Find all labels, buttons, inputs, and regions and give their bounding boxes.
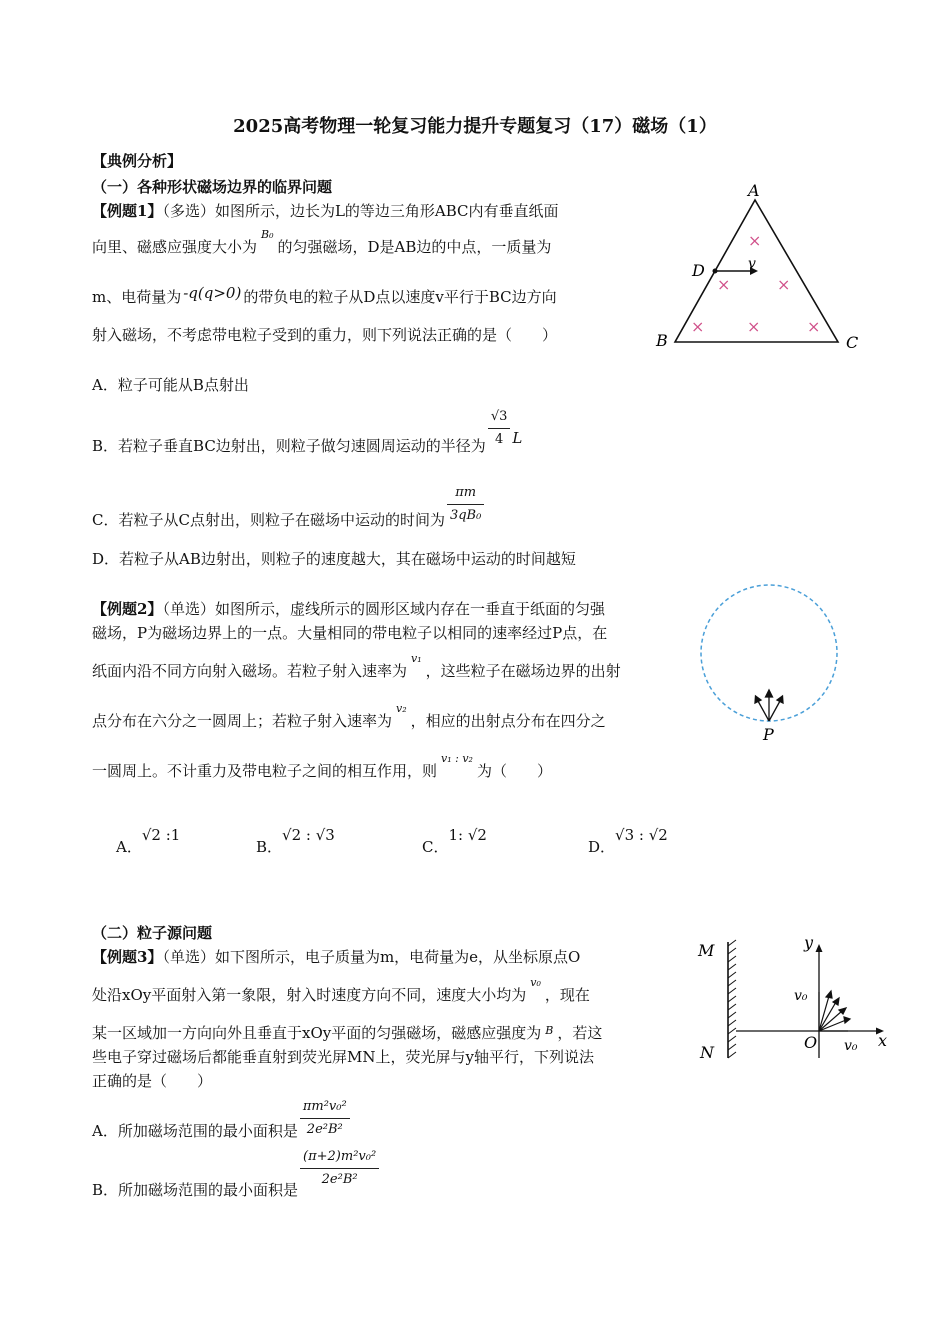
ex2-option-d bbox=[588, 826, 668, 858]
ex2-text1: 如图所示，虚线所示的圆形区域内存在一垂直于纸面的匀强 bbox=[214, 600, 605, 618]
ex2-option-c bbox=[422, 826, 487, 858]
ex2-line2: 磁场，P为磁场边界上的一点。大量相同的带电粒子以相同的速率经过P点，在 bbox=[92, 624, 608, 642]
ex2-line4 bbox=[92, 702, 606, 734]
ex1-optc-fraction bbox=[447, 482, 484, 527]
label-v: v bbox=[748, 256, 756, 272]
ex1-text2a: 向里、磁感应强度大小为 bbox=[92, 238, 258, 256]
ex1-option-b bbox=[92, 396, 523, 455]
cross-icon: × bbox=[747, 317, 761, 336]
ex3-opta-num: πm²v₀² bbox=[302, 1099, 347, 1114]
part2-heading: （二）粒子源问题 bbox=[92, 924, 213, 942]
ex2-opta-label: A． bbox=[116, 838, 142, 856]
particle-arrowhead bbox=[777, 696, 783, 703]
ex3-opta-text: A．所加磁场范围的最小面积是 bbox=[92, 1121, 298, 1140]
ex1-optb-num: √3 bbox=[490, 409, 508, 424]
ex3-text1: 如下图所示，电子质量为m，电荷量为e，从坐标原点O bbox=[214, 948, 581, 966]
ex2-text3b: ，这些粒子在磁场边界的出射 bbox=[425, 662, 621, 680]
ex1-option-d: D．若粒子从AB边射出，则粒子的速度越大，其在磁场中运动的时间越短 bbox=[92, 550, 576, 568]
cross-icon: × bbox=[717, 275, 731, 294]
ex3-option-a bbox=[92, 1096, 352, 1141]
ex1-option-c bbox=[92, 470, 486, 529]
ex2-line3 bbox=[92, 652, 621, 684]
velocity-arrow bbox=[819, 1002, 836, 1031]
particle-arrowhead bbox=[755, 696, 761, 703]
ex1-optc-text: C．若粒子从C点射出，则粒子在磁场中运动的时间为 bbox=[92, 510, 445, 529]
particle-arrowhead bbox=[766, 690, 773, 697]
ex1-label: 【例题1】 bbox=[92, 202, 163, 220]
ex2-v2: v₂ bbox=[396, 702, 407, 715]
velocity-arrowhead bbox=[826, 991, 832, 998]
ex3-label: 【例题3】 bbox=[92, 948, 163, 966]
page-title: 2025高考物理一轮复习能力提升专题复习（17）磁场（1） bbox=[233, 116, 717, 137]
ex1-optb-text: B．若粒子垂直BC边射出，则粒子做匀速圆周运动的半径为 bbox=[92, 436, 486, 455]
ex3-line5: 正确的是（ ） bbox=[92, 1072, 213, 1090]
ex3-opta-fraction bbox=[300, 1096, 350, 1141]
ex2-optb-value: √2 : √3 bbox=[282, 826, 335, 844]
ex2-v1: v₁ bbox=[411, 652, 422, 665]
ex1-type: （多选） bbox=[162, 202, 215, 220]
label-b: B bbox=[656, 331, 668, 350]
ex1-line1 bbox=[92, 200, 559, 222]
coordinate-figure bbox=[690, 930, 900, 1070]
ex3-text2b: ，现在 bbox=[544, 986, 590, 1004]
label-n: N bbox=[700, 1043, 714, 1062]
ex2-optc-label: C． bbox=[422, 838, 449, 856]
ex3-type: （单选） bbox=[162, 948, 215, 966]
ex1-option-a: A．粒子可能从B点射出 bbox=[92, 376, 249, 394]
ex1-optb-fraction bbox=[488, 406, 511, 451]
label-d: D bbox=[692, 261, 705, 280]
ex3-text3a: 某一区域加一方向向外且垂直于xOy平面的匀强磁场，磁感应强度为 bbox=[92, 1024, 542, 1042]
ex2-optb-label: B． bbox=[256, 838, 283, 856]
ex3-optb-text: B．所加磁场范围的最小面积是 bbox=[92, 1180, 299, 1199]
ex1-optc-den: 3qB₀ bbox=[447, 504, 484, 527]
ex1-line3 bbox=[92, 286, 557, 308]
ex2-option-b bbox=[256, 826, 335, 858]
ex2-option-a bbox=[116, 826, 181, 858]
label-v0-y: v₀ bbox=[794, 988, 808, 1004]
y-axis-arrowhead bbox=[816, 944, 823, 952]
ex3-optb-num: (π+2)m²v₀² bbox=[303, 1149, 377, 1164]
cross-icon: × bbox=[777, 275, 791, 294]
ex3-optb-fraction bbox=[300, 1146, 379, 1191]
ex1-text3a: m、电荷量为 bbox=[92, 288, 182, 306]
label-v0-x: v₀ bbox=[844, 1038, 858, 1054]
ex3-line1 bbox=[92, 946, 580, 968]
cross-icon: × bbox=[807, 317, 821, 336]
label-x: x bbox=[878, 1031, 888, 1050]
ex1-line4: 射入磁场，不考虑带电粒子受到的重力，则下列说法正确的是（ ） bbox=[92, 326, 558, 344]
part1-heading: （一）各种形状磁场边界的临界问题 bbox=[92, 178, 333, 196]
ex2-text4b: ，相应的出射点分布在四分之 bbox=[410, 712, 606, 730]
ex1-optc-num: πm bbox=[455, 485, 477, 500]
ex1-text3b: 的带负电的粒子从D点以速度v平行于BC边方向 bbox=[243, 288, 557, 306]
ex3-line4: 些电子穿过磁场后都能垂直射到荧光屏MN上，荧光屏与y轴平行，下列说法 bbox=[92, 1048, 594, 1066]
velocity-arrowhead bbox=[833, 998, 839, 1005]
ex3-opta-den: 2e²B² bbox=[300, 1118, 350, 1141]
ex1-b0: B₀ bbox=[261, 228, 274, 241]
ex3-line3 bbox=[92, 1022, 602, 1046]
velocity-arrowhead bbox=[844, 1017, 850, 1023]
ex2-ratio: v₁ : v₂ bbox=[441, 752, 473, 765]
section-heading: 【典例分析】 bbox=[92, 152, 183, 170]
ex3-optb-den: 2e²B² bbox=[300, 1168, 379, 1191]
ex2-optc-value: 1: √2 bbox=[448, 826, 487, 844]
ex2-opta-value: √2 :1 bbox=[141, 826, 181, 844]
ex1-optb-l: L bbox=[512, 428, 523, 447]
label-o: O bbox=[804, 1033, 818, 1052]
velocity-arrow bbox=[819, 996, 829, 1031]
ex3-option-b bbox=[92, 1146, 381, 1199]
ex1-charge: -q(q>0) bbox=[183, 284, 242, 302]
ex1-text1: 如图所示，边长为L的等边三角形ABC内有垂直纸面 bbox=[214, 202, 559, 220]
ex3-text2a: 处沿xOy平面射入第一象限，射入时速度方向不同，速度大小均为 bbox=[92, 986, 527, 1004]
ex2-line1 bbox=[92, 598, 605, 620]
ex2-label: 【例题2】 bbox=[92, 600, 163, 618]
label-p: P bbox=[763, 725, 774, 744]
cross-icon: × bbox=[691, 317, 705, 336]
ex2-text4a: 点分布在六分之一圆周上；若粒子射入速率为 bbox=[92, 712, 393, 730]
label-y: y bbox=[804, 933, 814, 952]
label-m: M bbox=[698, 941, 715, 960]
ex1-line2 bbox=[92, 228, 552, 260]
cross-icon: × bbox=[748, 231, 762, 250]
ex3-line2 bbox=[92, 976, 590, 1008]
circle-figure bbox=[690, 580, 840, 750]
ex2-optd-label: D． bbox=[588, 838, 616, 856]
particle-arrow bbox=[758, 701, 769, 721]
velocity-arrow bbox=[819, 1020, 846, 1031]
ex3-text3b: ，若这 bbox=[557, 1024, 603, 1042]
ex3-v0: v₀ bbox=[530, 976, 541, 989]
ex1-text2b: 的匀强磁场，D是AB边的中点，一质量为 bbox=[277, 238, 552, 256]
particle-arrow bbox=[769, 701, 780, 721]
ex2-text3a: 纸面内沿不同方向射入磁场。若粒子射入速率为 bbox=[92, 662, 408, 680]
ex2-text5b: 为（ ） bbox=[476, 762, 552, 780]
label-c: C bbox=[846, 333, 859, 352]
label-a: A bbox=[748, 181, 760, 200]
ex2-line5 bbox=[92, 752, 552, 784]
triangle-figure bbox=[650, 180, 870, 360]
ex2-type: （单选） bbox=[162, 600, 215, 618]
ex2-optd-value: √3 : √2 bbox=[615, 826, 668, 844]
screen-hatching bbox=[728, 940, 736, 1058]
ex2-text5a: 一圆周上。不计重力及带电粒子之间的相互作用，则 bbox=[92, 762, 438, 780]
ex3-b: B bbox=[545, 1024, 554, 1037]
ex1-optb-den: 4 bbox=[488, 428, 511, 451]
